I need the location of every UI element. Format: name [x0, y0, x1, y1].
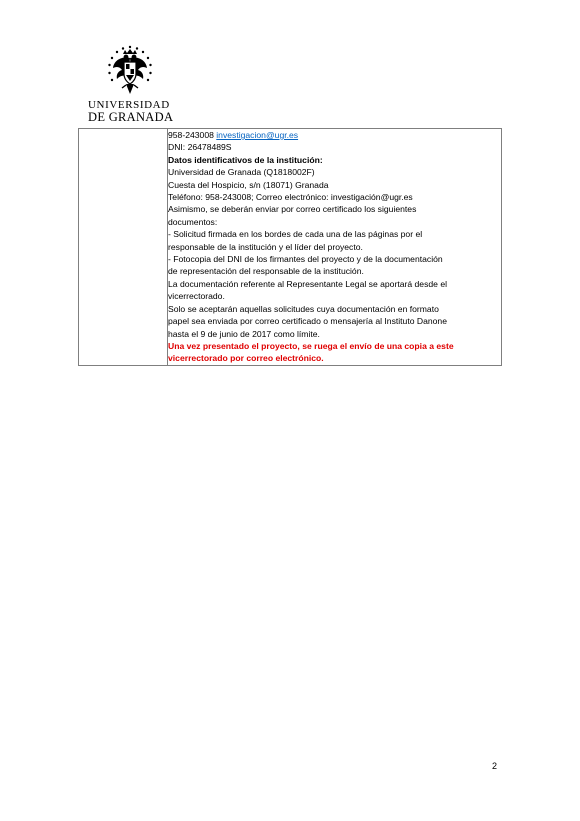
list-item-1-line-1: - Solicitud firmada en los bordes de cada una de las páginas por el [168, 229, 423, 240]
page-number: 2 [492, 761, 498, 771]
deadline-line-3: hasta el 9 de junio de 2017 como límite. [168, 328, 320, 339]
asimismo-line-2: documentos: [168, 216, 218, 227]
legal-line-2: vicerrectorado. [168, 291, 225, 302]
logo-text-line2: DE GRANADA [88, 110, 174, 124]
warning-line-2: vicerrectorado por correo electrónico. [168, 353, 324, 364]
table-row [79, 129, 502, 366]
warning-line-1: Una vez presentado el proyecto, se ruega el envío de una copia a este [168, 340, 454, 351]
phone-text: 958-243008 [168, 130, 217, 140]
institution-name: Universidad de Granada (Q1818002F) [168, 167, 315, 178]
dni-line: DNI: 26478489S [168, 142, 232, 153]
institution-address: Cuesta del Hospicio, s/n (18071) Granada [168, 179, 329, 190]
document-table [78, 128, 502, 366]
table-cell-right [168, 129, 502, 366]
deadline-line-2: papel sea enviada por correo certificado o mensajería al Instituto Danone [168, 316, 447, 327]
list-item-2-line-1: - Fotocopia del DNI de los firmantes del proyecto y de la documentación [168, 254, 443, 265]
asimismo-line-1: Asimismo, se deberán enviar por correo certificado los siguientes [168, 204, 417, 215]
email-link[interactable]: investigacion@ugr.es [216, 130, 299, 140]
deadline-line-1: Solo se aceptarán aquellas solicitudes cuya documentación en formato [168, 303, 439, 314]
coat-of-arms-icon [104, 44, 156, 98]
table-cell-left [79, 129, 168, 366]
university-logo [88, 44, 172, 124]
logo-text-line1: UNIVERSIDAD [88, 99, 170, 111]
institution-heading: Datos identificativos de la institución: [168, 154, 323, 165]
contact-phone-line [168, 129, 501, 141]
institution-contact: Teléfono: 958-243008; Correo electrónico: investigación@ugr.es [168, 192, 413, 203]
list-item-2-line-2: de representación del responsable de la institución. [168, 266, 364, 277]
list-item-1-line-2: responsable de la institución y el líder del proyecto. [168, 241, 363, 252]
legal-line-1: La documentación referente al Representante Legal se aportará desde el [168, 278, 448, 289]
